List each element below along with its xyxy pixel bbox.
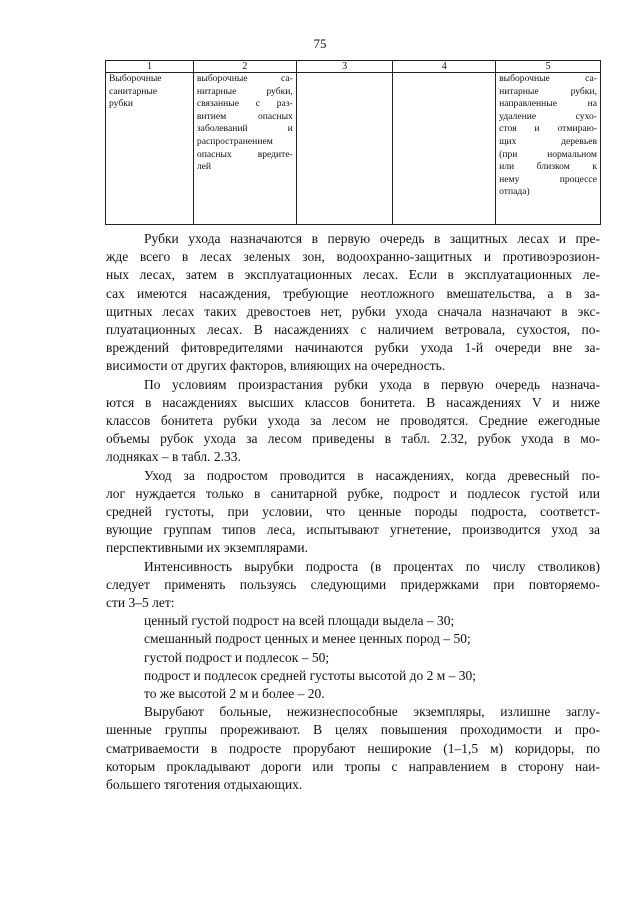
body-text: [106, 230, 600, 794]
text-line: следует применять пользуясь следующими придержками при повторяемо-: [106, 576, 600, 592]
text-line: щитных лесах таких древостоев нет, рубки ухода сначала назначают в экс-: [106, 303, 600, 319]
list-item: смешанный подрост ценных и менее ценных пород – 50;: [144, 631, 471, 647]
cell-line: щих деревьев: [499, 135, 597, 147]
cell-line: или близком к: [499, 161, 597, 173]
cell-line: удаление сухо-: [499, 110, 597, 122]
paragraph-final: [106, 703, 600, 794]
cell-line: распространением: [196, 135, 273, 147]
paragraph-intensity: [106, 558, 600, 613]
table-cell-empty: [393, 73, 496, 225]
cell-line: санитарные: [109, 85, 158, 97]
text-line: классов бонитета рубки ухода за лесом не проводятся. Средние ежегодные: [106, 413, 600, 429]
cell-line: лей: [196, 161, 212, 173]
table-row: [106, 73, 601, 225]
intensity-list: [106, 612, 600, 703]
text-line: объемы рубок ухода за лесом приведены в табл. 2.32, рубок ухода в мо-: [106, 431, 600, 447]
table-header-cell: 4: [393, 61, 496, 73]
text-line: большего тяготения отдыхающих.: [106, 777, 303, 793]
paragraph-site-conditions: [106, 376, 600, 467]
list-item: подрост и подлесок средней густоты высотой до 2 м – 30;: [144, 667, 477, 683]
continuation-table: [105, 60, 601, 225]
text-line: Уход за подростом проводится в насаждениях, когда древесный по-: [144, 467, 600, 483]
cell-line: нитарные рубки,: [499, 85, 597, 97]
text-line: шенные группы прореживают. В целях повышения проходимости и про-: [106, 722, 600, 738]
cell-line: выборочные са-: [196, 73, 293, 84]
table-header-cell: 3: [296, 61, 393, 73]
cell-line: рубки: [109, 98, 134, 110]
table-header-cell: 5: [496, 61, 601, 73]
text-line: перспективными их экземплярами.: [106, 540, 308, 556]
cell-line: заболеваний и: [196, 123, 293, 135]
list-item: ценный густой подрост на всей площади выдела – 30;: [144, 613, 455, 629]
table-cell-purpose: [496, 73, 601, 225]
cell-line: нему процессе: [499, 173, 597, 185]
cell-line: отпада): [499, 186, 530, 198]
list-item: густой подрост и подлесок – 50;: [144, 649, 330, 665]
text-line: средней густоты, при условии, что ценные породы подроста, соответст-: [106, 504, 600, 520]
text-line: лодняках – в табл. 2.33.: [106, 449, 241, 465]
text-line: сти 3–5 лет:: [106, 595, 175, 611]
table-cell-empty: [296, 73, 393, 225]
page-number: 75: [313, 36, 327, 51]
text-line: По условиям произрастания рубки ухода в первую очередь назнача-: [144, 376, 600, 392]
cell-line: нитарные рубки,: [196, 85, 293, 97]
text-line: жде всего в лесах зеленых зон, водоохранно-защитных и противоэрозион-: [106, 249, 600, 265]
text-line: ются в насаждениях высших классов бонитета. В насаждениях V и ниже: [106, 394, 600, 410]
table-header-cell: 1: [106, 61, 194, 73]
paragraph-undergrowth-care: [106, 467, 600, 558]
text-line: Интенсивность вырубки подроста (в процентах по числу стволиков): [144, 558, 600, 574]
cell-line: направленные на: [499, 98, 597, 110]
text-line: сматриваемости в подросте прорубают неширокие (1–1,5 м) коридоры, по: [106, 740, 600, 756]
text-line: Рубки ухода назначаются в первую очередь в защитных лесах и пре-: [144, 231, 600, 246]
table-header-cell: 2: [193, 61, 296, 73]
table-cell-description: [193, 73, 296, 225]
list-item: то же высотой 2 м и более – 20.: [144, 686, 325, 702]
text-line: ных лесах, затем в эксплуатационных лесах. Если в эксплуатационных ле-: [106, 267, 600, 283]
text-line: вующие группам типов леса, испытывают угнетение, производится уход за: [106, 522, 600, 538]
table-header-row: [106, 61, 601, 73]
paragraph-priority: [106, 230, 600, 376]
text-line: лог нуждается только в санитарной рубке, подрост и подлесок густой или: [106, 485, 600, 501]
text-line: сах имеются насаждения, требующие неотложного вмешательства, а в за-: [106, 285, 600, 301]
cell-line: (при нормальном: [499, 148, 597, 160]
cell-line: связанные с раз-: [196, 98, 293, 110]
cell-line: стоя и отмираю-: [499, 123, 597, 135]
text-line: которым прокладывают дороги или тропы с направлением в сторону наи-: [106, 758, 600, 774]
text-line: Вырубают больные, нежизнеспособные экземпляры, излишне заглу-: [144, 704, 600, 720]
cell-line: Выборочные: [109, 73, 162, 84]
cell-line: опасных вредите-: [196, 148, 293, 160]
table-cell-cutting-type: [106, 73, 194, 225]
text-line: висимости от других факторов, влияющих на очередность.: [106, 358, 446, 374]
cell-line: витием опасных: [196, 110, 293, 122]
text-line: вреждений фитовредителями начинаются рубки ухода 1-й очереди вне за-: [106, 340, 600, 356]
cell-line: выборочные са-: [499, 73, 597, 84]
text-line: плуатационных лесах. В насаждениях с наличием ветровала, сухостоя, по-: [106, 322, 600, 338]
